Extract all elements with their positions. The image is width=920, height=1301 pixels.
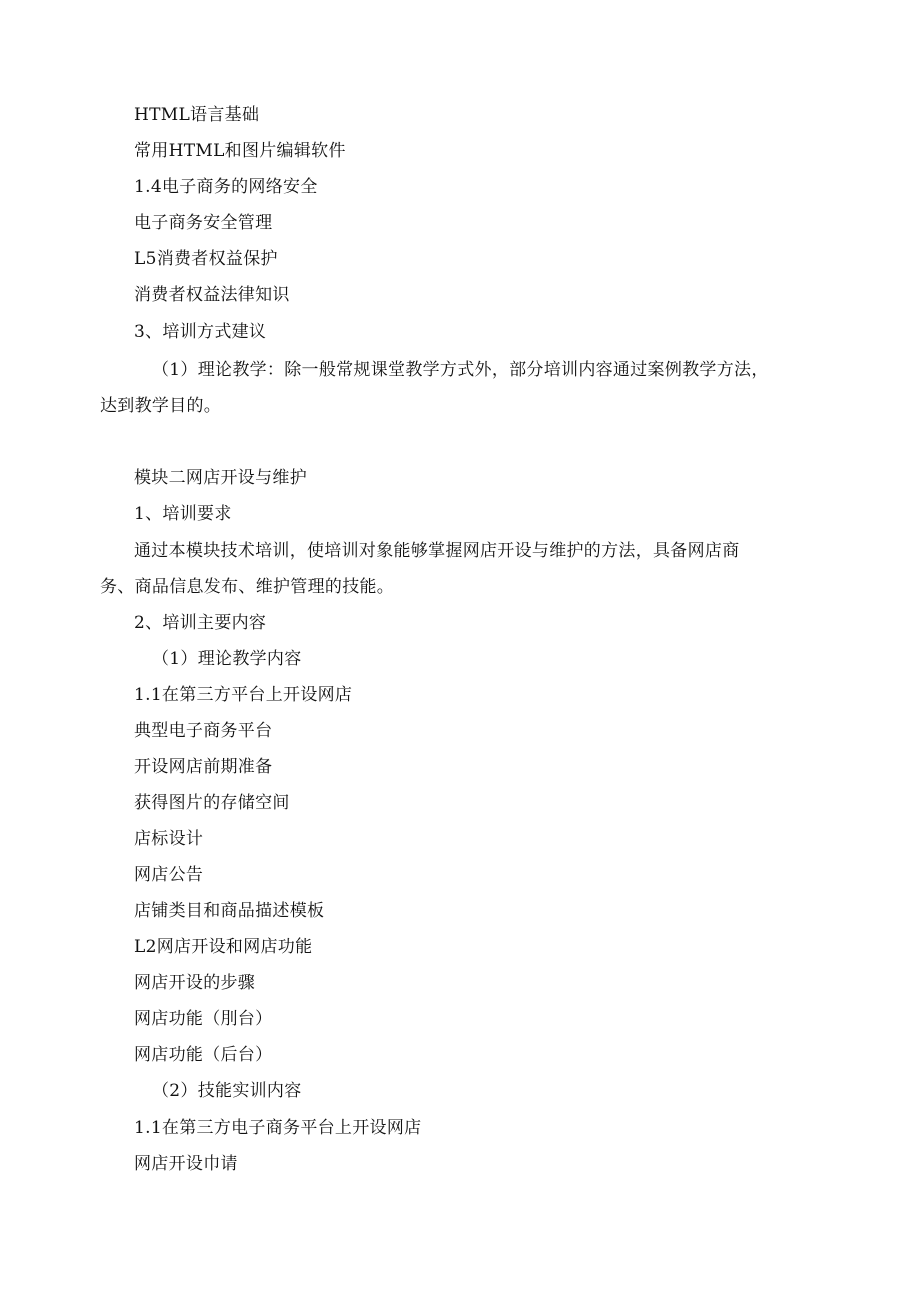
text-line: 网店开设巾请 [134,1154,238,1174]
section-heading: 1、培训要求 [134,504,232,524]
text-line: 开设网店前期准备 [134,757,273,777]
text-line: 电子商务安全管理 [134,213,273,233]
text-line: 网店功能（刖台） [134,1009,273,1029]
subsection-heading: （1）理论教学内容 [152,649,302,669]
module-heading: 模块二网店开设与维护 [134,468,307,488]
text-line: 网店公告 [134,865,204,885]
text-line: HTML语言基础 [134,105,260,125]
text-line: 店标设计 [134,829,204,849]
paragraph-line: 务、商品信息发布、维护管理的技能。 [100,577,395,597]
text-line: L5消费者权益保护 [134,249,278,269]
text-line: 网店功能（后台） [134,1045,273,1065]
text-line: 网店开设的步骤 [134,973,256,993]
text-line: 1.4电子商务的网络安全 [134,177,318,197]
text-line: 1.1在第三方平台上开设网店 [134,685,353,705]
subsection-heading: （2）技能实训内容 [152,1081,302,1101]
text-line: 常用HTML和图片编辑软件 [134,141,346,161]
text-line: 消费者权益法律知识 [134,285,290,305]
text-line: 典型电子商务平台 [134,721,273,741]
text-line: L2网店开设和网店功能 [134,937,313,957]
text-line: 店铺类目和商品描述模板 [134,901,325,921]
paragraph-line: 通过本模块技术培训，使培训对象能够掌握网店开设与维护的方法，具备网店商 [134,541,740,561]
paragraph-line: （1）理论教学：除一般常规课堂教学方式外，部分培训内容通过案例教学方法， [152,360,769,380]
text-line: 1.1在第三方电子商务平台上开设网店 [134,1118,422,1138]
paragraph-line: 达到教学目的。 [100,396,222,416]
section-heading: 3、培训方式建议 [134,322,267,342]
text-line: 获得图片的存储空间 [134,793,290,813]
section-heading: 2、培训主要内容 [134,613,267,633]
